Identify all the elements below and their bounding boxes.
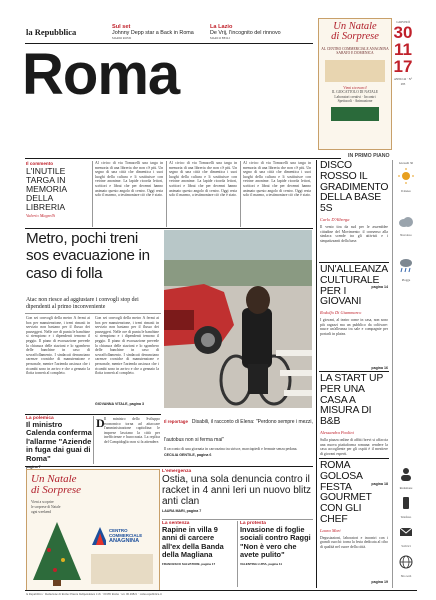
caption-title: Disabili, il racconto di Elena: "Perdono sempre i mezzi, l'autobus non si ferma mai" [164, 419, 313, 443]
calenda-initial: D [96, 416, 105, 430]
ostia-headline: Ostia, una sola denuncia contro il racket in 4 anni Ieri un nuovo blitz anti clan [162, 474, 311, 507]
city-title: Roma [22, 42, 180, 107]
ad-line: ogni weekend [31, 510, 52, 514]
globe-icon [399, 555, 413, 569]
calenda-byline: pagina 7 [26, 465, 41, 470]
ad-title: Un Natale [31, 473, 77, 485]
sidebar-headline: ROMA GOLOSA FESTA GOURMET CON GLI CHEF [320, 460, 372, 525]
sun-icon [398, 168, 414, 184]
sidebar-headline: LA START UP PER UNA CASA A MISURA DI B&B [320, 373, 383, 428]
commento[interactable] [26, 161, 90, 218]
wheelchair-photo [164, 230, 312, 408]
commento-author: Valerio Magrelli [26, 213, 55, 218]
ad-line: Spettacoli · Animazione [337, 99, 373, 104]
calenda-headline: Il ministro Calenda conferma l'allarme "Aziende in fuga dai guai di Roma" [26, 420, 92, 463]
sidebar-page: pagina 18 [371, 481, 388, 486]
rail-label: Nuvoloso [400, 232, 412, 237]
sidebar-text: Sulla piazza online di affitti brevi si affaccia una nuova piattaforma romana: rendere la casa accogliente per gli ospiti è il mestiere di giovani esperti. [320, 437, 388, 456]
teaser-kicker: Sul set [112, 24, 131, 30]
rail-label: Telefono [400, 515, 412, 520]
info-rail [394, 161, 418, 578]
ad-top[interactable] [318, 18, 392, 150]
teaser-2[interactable] [210, 24, 310, 40]
calenda-story[interactable] [26, 416, 92, 469]
teaser-1[interactable] [112, 24, 208, 40]
sidebar-author: Laura Mari [320, 527, 341, 533]
sidebar-page: pagina 16 [371, 366, 388, 371]
anagnina-logo-icon [91, 526, 106, 546]
sidebar-page: pagina 19 [371, 579, 388, 584]
date-info: ANNO 42 · N° 283 [393, 77, 413, 86]
caption-kicker: Il reportage [164, 419, 188, 424]
commento-text-col-2: Al civico di via Tomacelli una targa in memoria di una libreria che non c'è più. Un segno di una città che dimentica i suoi luoghi della cultura e li sostituisce con vetrine anonime. La lapide ricorda lettori, scrittori e librai che per decenni hanno animato questo angolo di centro. Oggi resta solo il marmo, a testimoniare ciò che è stato. [169, 161, 237, 198]
ad-line: Laboratori creativi · Incontri [334, 94, 376, 99]
rapine-story[interactable] [162, 521, 234, 566]
caption-byline: CECILIA GENTILE, pagina 6 [164, 452, 212, 457]
commento-text-col: Al civico di via Tomacelli una targa in memoria di una libreria che non c'è più. Un segno di una città che dimentica i suoi luoghi della cultura e li sostituisce con vetrine anonime. La lapide ricorda lettori, scrittori e librai che per decenni hanno animato questo angolo di centro. Oggi resta solo il marmo, a testimoniare ciò che è stato. [95, 161, 163, 198]
rail-label: Il meteo [401, 189, 411, 194]
date-year: 17 [393, 57, 413, 77]
sidebar-story-4[interactable] [320, 461, 388, 584]
sidebar-page: pagina 14 [371, 284, 388, 289]
teaser-kicker: La Lazio [210, 24, 233, 30]
christmas-tree-icon [29, 520, 85, 588]
caption-text: Il racconto di una giornata in carrozzina tra strisce, marciapiedi e fermate senza pedana. [164, 447, 298, 451]
main-subhead: Atac non riesce ad aggiustare i convogli stop dei dipendenti al primo inconveniente [26, 297, 139, 310]
ad-line: Vieni a scoprire [31, 500, 54, 504]
ad-title: Un Natale [333, 21, 377, 32]
commento-headline: L'INUTILE TARGA IN MEMORIA DELLA LIBRERIA [26, 166, 67, 212]
ad-brand-2: ANAGNINA [108, 538, 140, 544]
ostia-kicker: L'emergenza [162, 469, 192, 474]
date-day: 30 [393, 23, 413, 43]
ad-line: AL CENTRO COMMERCIALE ANAGNINA [321, 47, 389, 51]
ad-brand: CENTRO COMMERCIALE [108, 528, 143, 538]
cloud-icon [398, 216, 414, 228]
commento-kicker: Il commento [26, 161, 54, 166]
ad-line: IL GIOCATTOLO DI NATALE [331, 90, 379, 95]
main-byline: GIOVANNA VITALE, pagina 3 [95, 402, 145, 406]
photo-caption [164, 410, 314, 457]
main-photo[interactable] [164, 230, 312, 408]
date-block [392, 20, 414, 86]
teaser-title: Johnny Depp star a Back in Roma [112, 30, 194, 36]
mail-icon [399, 525, 413, 539]
protesta-byline: VALENTINA LUPIA, pagina 11 [240, 561, 283, 566]
ad-title-2: di Sorprese [331, 31, 379, 42]
sidebar-story-2[interactable] [320, 265, 388, 370]
calenda-text: Il ministro dello Sviluppo economico torna ad attaccare l'amministrazione capitolina: le imprese lasciano la città per inefficienze e burocrazia. La replica del Campidoglio non si fa attendere. [104, 417, 160, 444]
rail-label: Piogge [401, 278, 411, 283]
sidebar-author: Alessandra Paolini [320, 429, 354, 435]
rapine-byline: FRANCESCO SALVATORE, pagina 17 [162, 561, 216, 566]
ad-bottom[interactable] [26, 469, 160, 591]
person-icon [399, 467, 413, 481]
sidebar-text: Il vento tira da sud per le assemblee cittadine del Movimento: il consenso alla sindaca scende tra gli attivisti e i simpatizzanti della base. [320, 224, 388, 243]
sidebar-headline: DISCO ROSSO IL GRADIMENTO DELLA BASE 5S [320, 160, 389, 215]
ad-line: Vieni a trovarci! [343, 85, 367, 90]
sidebar-author: Rodolfo Di Giammarco [320, 310, 362, 316]
phone-icon [399, 496, 413, 510]
teaser-title: De Vrij, l'incognito del rinnovo [210, 30, 281, 36]
ad-line: le sorprese di Natale [31, 505, 61, 509]
sidebar-headline: UN'ALLEANZA CULTURALE PER I GIOVANI [320, 264, 388, 308]
protesta-headline: Invasione di foglie sociali contro Raggi "Non è vero che avete pulito" [240, 525, 311, 560]
rail-label: Redazione [399, 485, 413, 490]
rain-icon [398, 257, 414, 273]
date-weekday: GIOVEDÌ [396, 20, 410, 24]
protesta-kicker: La protesta [240, 521, 266, 526]
commento-text-col-3: Al civico di via Tomacelli una targa in memoria di una libreria che non c'è più. Un segno di una città che dimentica i suoi luoghi della cultura e li sostituisce con vetrine anonime. La lapide ricorda lettori, scrittori e librai che per decenni hanno animato questo angolo di centro. Oggi resta solo il marmo, a testimoniare ciò che è stato. [243, 161, 311, 198]
rail-label: Scrivici [401, 544, 411, 549]
main-text-col-1: Con sei convogli della metro A fermi ai box per manutenzione, i treni rimasti in servizio non bastano per il flusso dei passeggeri. Nelle ore di punta le banchine si riempiono e i dipendenti temono il peggio. Il piano di evacuazione prevede la chiusura delle stazioni e lo sgombero delle banchine in caso di sovraffollamento. I sindacati denunciano carenze croniche di manutenzione e personale, mentre l'azienda assicura che i ricambi sono in arrivo e che a gennaio la flotta tornerà al completo. [26, 316, 90, 376]
ostia-story[interactable] [162, 469, 314, 513]
ad-line: SABATO E DOMENICA [336, 51, 374, 56]
sidebar-text: I giovani, al teatro come in casa, non sono più ragazzi ma un pubblico da coltivare: nasce un'alleanza tra sale e compagnie per portarli in platea. [320, 318, 388, 336]
sidebar-author: Carlo D'Alberga [320, 216, 350, 222]
calenda-kicker: La polemica [26, 416, 54, 421]
section-label: IN PRIMO PIANO [348, 153, 390, 159]
rapine-headline: Rapine in villa 9 anni di carcere all'ex della Banda della Magliana [162, 525, 224, 560]
sidebar-text: Degustazioni, laboratori e incontri con i grandi cuochi: torna la festa dedicata al cibo di qualità nel cuore della città. [320, 535, 388, 549]
rapine-kicker: La sentenza [162, 521, 190, 526]
teaser-byline: MARCO BELLI [210, 36, 231, 40]
teaser-byline: MARIO ROSSI [112, 36, 132, 40]
footer-text: la Repubblica · Redazione di Roma: Piazza Indipendenza 11/b · 00185 Roma · tel. 06 49821 · roma.repubblica.it [26, 592, 162, 596]
rail-label: Sito web [400, 573, 412, 578]
protesta-story[interactable] [240, 521, 314, 566]
rail-weather-label: Giovedì 30 [398, 161, 414, 165]
date-month: 11 [394, 40, 412, 60]
ad-title-2: di Sorprese [31, 484, 82, 496]
main-text-col-2: Con sei convogli della metro A fermi ai box per manutenzione, i treni rimasti in servizio non bastano per il flusso dei passeggeri. Nelle ore di punta le banchine si riempiono e i dipendenti temono il peggio. Il piano di evacuazione prevede la chiusura delle stazioni e lo sgombero delle banchine in caso di sovraffollamento. I sindacati denunciano carenze croniche di manutenzione e personale, mentre l'azienda assicura che i ricambi sono in arrivo e che a gennaio la flotta tornerà al completo. [95, 316, 159, 376]
ostia-byline: LAURA MARI, pagina 7 [162, 509, 202, 513]
paper-logo: la Repubblica [26, 27, 77, 37]
main-headline[interactable]: Metro, pochi treni sos evacuazione in caso di folla [26, 230, 150, 282]
